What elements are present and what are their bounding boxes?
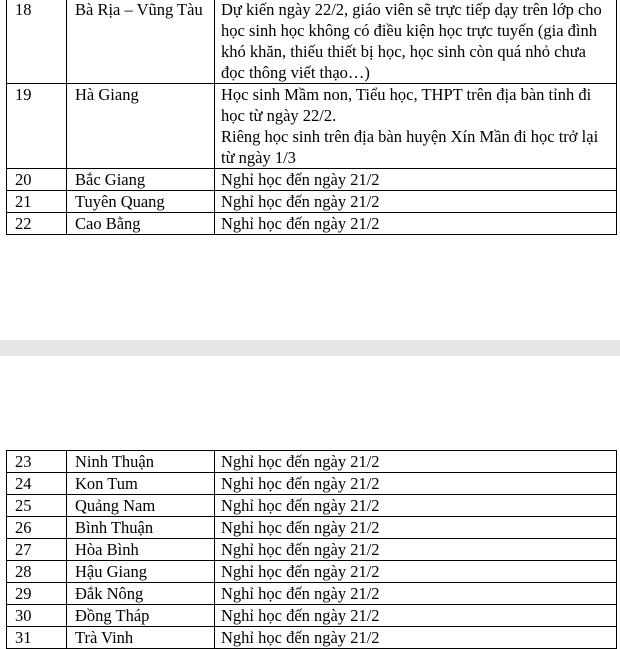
row-number: 20	[7, 169, 67, 191]
schedule-note: Nghỉ học đến ngày 21/2	[215, 583, 617, 605]
schedule-note: Nghỉ học đến ngày 21/2	[215, 627, 617, 649]
province-name: Bà Rịa – Vũng Tàu	[67, 0, 215, 84]
table-row	[7, 84, 617, 169]
province-name: Đồng Tháp	[67, 605, 215, 627]
row-number: 26	[7, 517, 67, 539]
schedule-note: Nghỉ học đến ngày 21/2	[215, 451, 617, 473]
schedule-table-upper	[6, 0, 617, 235]
province-name: Quảng Nam	[67, 495, 215, 517]
schedule-table-lower	[6, 450, 617, 649]
page-break-divider	[0, 340, 620, 356]
row-number: 18	[7, 0, 67, 84]
province-name: Hòa Bình	[67, 539, 215, 561]
schedule-note-extra: Riêng học sinh trên địa bàn huyện Xín Mần đi học trở lại từ ngày 1/3	[221, 127, 599, 167]
document-page-lower	[0, 356, 620, 649]
schedule-note: Nghỉ học đến ngày 21/2	[215, 213, 617, 235]
row-number: 23	[7, 451, 67, 473]
schedule-note: Nghỉ học đến ngày 21/2	[215, 191, 617, 213]
province-name: Kon Tum	[67, 473, 215, 495]
province-name: Ninh Thuận	[67, 451, 215, 473]
row-number: 24	[7, 473, 67, 495]
province-name: Đắk Nông	[67, 583, 215, 605]
province-name: Tuyên Quang	[67, 191, 215, 213]
table-row	[7, 495, 617, 517]
row-number: 27	[7, 539, 67, 561]
table-row	[7, 627, 617, 649]
row-number: 22	[7, 213, 67, 235]
province-name: Hậu Giang	[67, 561, 215, 583]
schedule-note-cell	[215, 84, 617, 169]
schedule-note: Nghỉ học đến ngày 21/2	[215, 539, 617, 561]
table-row	[7, 213, 617, 235]
table-row	[7, 451, 617, 473]
row-number: 30	[7, 605, 67, 627]
table-row	[7, 605, 617, 627]
row-number: 31	[7, 627, 67, 649]
schedule-note: Nghỉ học đến ngày 21/2	[215, 561, 617, 583]
province-name: Bình Thuận	[67, 517, 215, 539]
table-row	[7, 539, 617, 561]
schedule-note: Nghỉ học đến ngày 21/2	[215, 517, 617, 539]
row-number: 28	[7, 561, 67, 583]
table-row	[7, 517, 617, 539]
schedule-note: Nghỉ học đến ngày 21/2	[215, 605, 617, 627]
province-name: Bắc Giang	[67, 169, 215, 191]
province-name: Hà Giang	[67, 84, 215, 169]
table-row	[7, 473, 617, 495]
schedule-note: Học sinh Mầm non, Tiểu học, THPT trên địa bàn tỉnh đi học từ ngày 22/2.	[221, 85, 592, 125]
table-row	[7, 191, 617, 213]
row-number: 21	[7, 191, 67, 213]
schedule-note: Dự kiến ngày 22/2, giáo viên sẽ trực tiếp dạy trên lớp cho học sinh học không có điều kiện học trực tuyến (gia đình khó khăn, thiếu thiết bị học, học sinh còn quá nhỏ chưa đọc thông viết thạo…)	[215, 0, 617, 84]
schedule-note: Nghỉ học đến ngày 21/2	[215, 473, 617, 495]
table-row	[7, 583, 617, 605]
table-row	[7, 561, 617, 583]
row-number: 19	[7, 84, 67, 169]
schedule-note: Nghỉ học đến ngày 21/2	[215, 169, 617, 191]
row-number: 29	[7, 583, 67, 605]
row-number: 25	[7, 495, 67, 517]
table-row	[7, 169, 617, 191]
table-row	[7, 0, 617, 84]
province-name: Cao Bằng	[67, 213, 215, 235]
province-name: Trà Vinh	[67, 627, 215, 649]
schedule-note: Nghỉ học đến ngày 21/2	[215, 495, 617, 517]
